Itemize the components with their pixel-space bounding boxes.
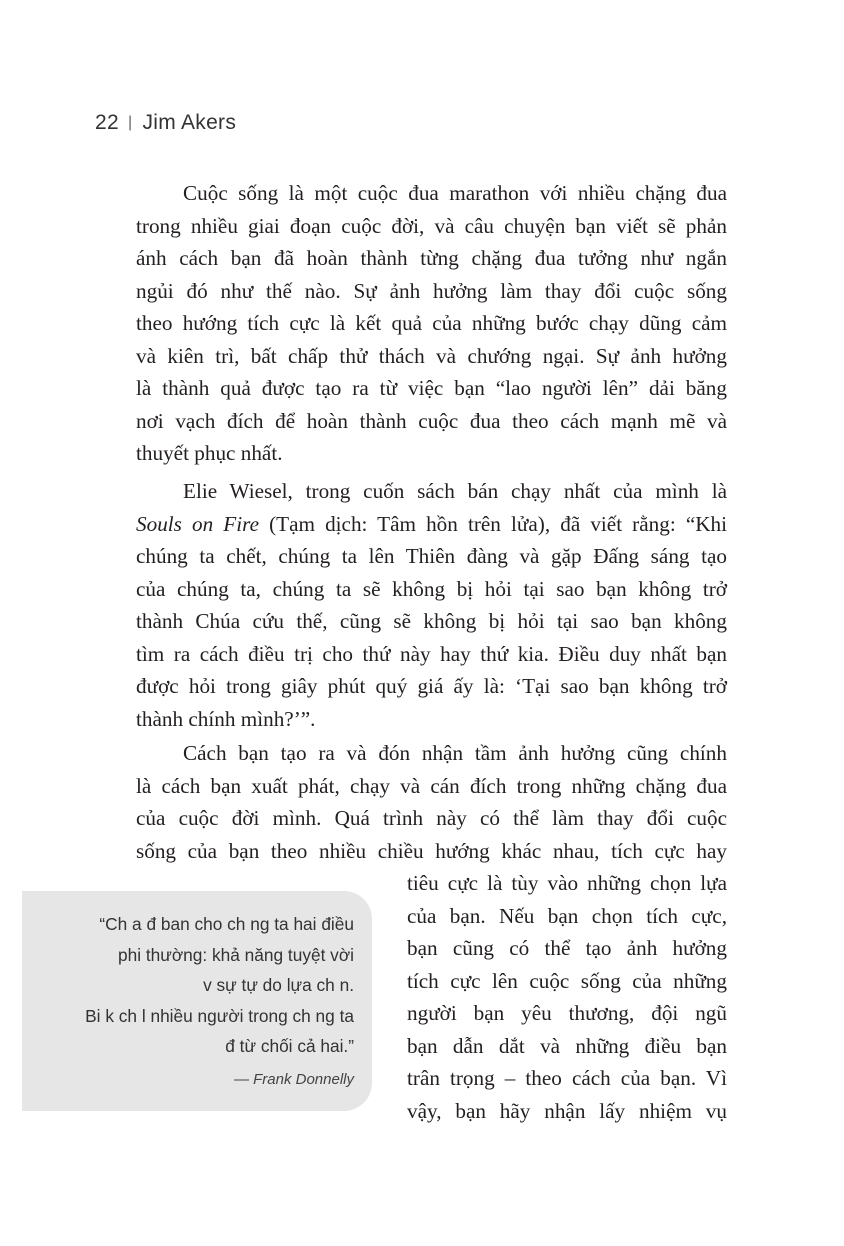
running-header xyxy=(95,111,236,135)
book-title: Souls on Fire xyxy=(136,511,259,536)
paragraph-3 xyxy=(136,737,727,867)
quote-attribution: — Frank Donnelly xyxy=(233,1071,354,1088)
pull-quote-text xyxy=(34,909,354,1062)
text-line: sống của bạn theo nhiều chiều hướng khác nhau, tích cực hay xyxy=(136,838,727,863)
paragraph-2 xyxy=(136,475,727,735)
text-line: bạn dẫn dắt và những điều bạn xyxy=(407,1033,727,1058)
text-line: của cuộc đời mình. Quá trình này có thể làm thay đổi cuộc xyxy=(136,806,727,830)
text-line: tích cực lên cuộc sống của những xyxy=(407,968,727,993)
text-line: Cuộc sống là một cuộc đua marathon với nhiều chặng đua xyxy=(183,181,727,205)
text-line: nơi vạch đích để hoàn thành cuộc đua theo cách mạnh mẽ và xyxy=(136,408,727,433)
quote-line: phi thường: khả năng tuyệt vời xyxy=(118,944,354,965)
text-line: tiêu cực là tùy vào những chọn lựa xyxy=(407,871,727,895)
header-separator: | xyxy=(127,114,133,131)
text-line: người bạn yêu thương, đội ngũ xyxy=(407,1001,727,1025)
text-line: ánh cách bạn đã hoàn thành từng chặng đua tưởng như ngắn xyxy=(136,246,727,270)
text-line: là thành quả được tạo ra từ việc bạn “lao người lên” dải băng xyxy=(136,376,727,400)
text-line: tìm ra cách điều trị cho thứ này hay thứ kia. Điều duy nhất bạn xyxy=(136,641,727,666)
text-line: ngủi đó như thế nào. Sự ảnh hưởng làm thay đổi cuộc sống xyxy=(136,278,727,303)
pull-quote-box xyxy=(22,891,372,1111)
text-line: là cách bạn xuất phát, chạy và cán đích trong những chặng đua xyxy=(136,773,727,798)
book-author: Jim Akers xyxy=(142,111,237,134)
quote-line: Bi k ch l nhiều người trong ch ng ta xyxy=(85,1005,354,1026)
quote-line: v sự tự do lựa ch n. xyxy=(203,975,354,995)
text-line xyxy=(136,508,727,541)
text-line: trong nhiều giai đoạn cuộc đời, và câu chuyện bạn viết sẽ phản xyxy=(136,213,727,238)
text-line: Cách bạn tạo ra và đón nhận tầm ảnh hưởng cũng chính xyxy=(183,741,727,765)
paragraph-3-continued xyxy=(407,867,727,1127)
page-number: 22 xyxy=(95,111,119,134)
text-line: và kiên trì, bất chấp thử thách và chướng ngại. Sự ảnh hưởng xyxy=(136,343,727,368)
text-line: của chúng ta, chúng ta sẽ không bị hỏi tại sao bạn không trở xyxy=(136,576,727,601)
text-fragment: (Tạm dịch: Tâm hồn trên lửa), đã viết rằng: “Khi xyxy=(259,511,728,536)
text-line: vậy, bạn hãy nhận lấy nhiệm vụ xyxy=(407,1098,727,1123)
text-line: trân trọng – theo cách của bạn. Vì xyxy=(407,1066,727,1090)
text-line: chúng ta chết, chúng ta lên Thiên đàng và gặp Đấng sáng tạo xyxy=(136,544,727,568)
paragraph-1 xyxy=(136,177,727,470)
text-line: Elie Wiesel, trong cuốn sách bán chạy nhất của mình là xyxy=(183,479,727,503)
text-line: thành chính mình?’”. xyxy=(136,706,316,731)
quote-line: “Ch a đ ban cho ch ng ta hai điều xyxy=(99,914,354,934)
text-line: theo hướng tích cực là kết quả của những bước chạy dũng cảm xyxy=(136,311,727,335)
text-line: thuyết phục nhất. xyxy=(136,441,283,465)
text-line: thành Chúa cứu thế, cũng sẽ không bị hỏi tại sao bạn không xyxy=(136,609,727,633)
text-line: của bạn. Nếu bạn chọn tích cực, xyxy=(407,903,727,928)
quote-line: đ từ chối cả hai.” xyxy=(225,1036,354,1056)
text-line: được hỏi trong giây phút quý giá ấy là: ‘Tại sao bạn không trở xyxy=(136,674,727,698)
text-line: bạn cũng có thể tạo ảnh hưởng xyxy=(407,936,727,960)
